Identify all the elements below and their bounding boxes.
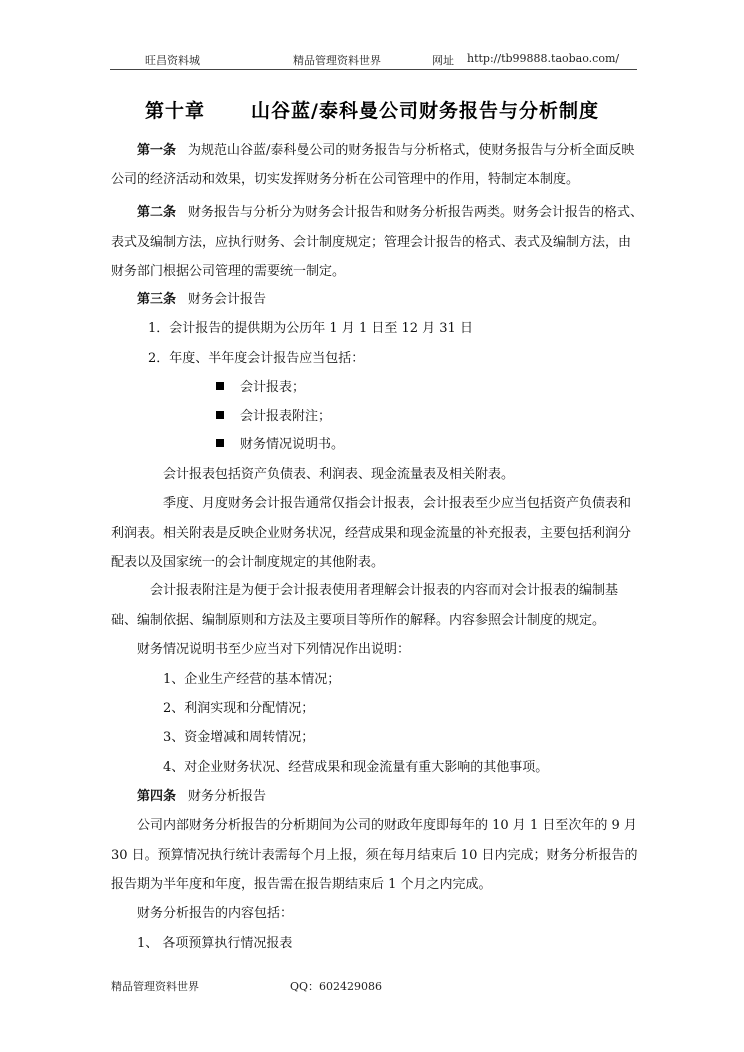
article-2-line-3: 财务部门根据公司管理的需要统一制定。 [111,264,346,279]
paragraph-analysis-line-3: 报告期为半年度和年度，报告需在报告期结束后 1 个月之内完成。 [111,877,492,892]
article-4-label: 第四条 [137,789,177,804]
paragraph-contents-item-1: 1、 各项预算执行情况报表 [137,936,293,951]
article-1-label: 第一条 [137,143,177,158]
square-bullet-icon [216,382,224,390]
paragraph-quarterly-line-3: 配表以及国家统一的会计制度规定的其他附表。 [111,555,385,570]
header-url-link[interactable]: http://tb99888.taobao.com/ [467,52,620,65]
header-middle-text: 精品管理资料世界 [293,54,381,67]
header-divider [110,69,637,70]
sub-item-4: 4、对企业财务状况、经营成果和现金流量有重大影响的其他事项。 [163,760,549,775]
article-1-text: 为规范山谷蓝/泰科曼公司的财务报告与分析格式，使财务报告与分析全面反映 [188,143,635,158]
article-3-heading [137,292,266,308]
article-2-line-1 [137,205,643,221]
bullet-text-3: 财务情况说明书。 [240,437,345,452]
list-item-1: 1．会计报告的提供期为公历年 1 月 1 日至 12 月 31 日 [148,321,473,336]
article-1-line-2: 公司的经济活动和效果，切实发挥财务分析在公司管理中的作用，特制定本制度。 [111,172,580,187]
bullet-item-2 [216,409,331,425]
header-url-label: 网址 [432,54,454,67]
bullet-text-1: 会计报表； [240,380,306,395]
article-3-label: 第三条 [137,292,177,307]
paragraph-analysis-line-2: 30 日。预算情况执行统计表需每个月上报，须在每月结束后 10 日内完成；财务分析报告的 [111,848,638,863]
article-4-heading [137,789,266,805]
footer-left-text: 精品管理资料世界 [111,980,199,993]
chapter-heading: 山谷蓝/泰科曼公司财务报告与分析制度 [251,100,599,122]
article-2-text: 财务报告与分析分为财务会计报告和财务分析报告两类。财务会计报告的格式、 [188,205,644,220]
header-left-text: 旺昌资料城 [145,54,200,67]
bullet-item-1 [216,380,305,396]
footer-qq-text: QQ：602429086 [290,980,383,993]
bullet-text-2: 会计报表附注； [240,409,332,424]
article-3-title: 财务会计报告 [188,292,267,307]
paragraph-notes-line-1: 会计报表附注是为便于会计报表使用者理解会计报表的内容而对会计报表的编制基 [150,583,619,598]
paragraph-explanation-intro: 财务情况说明书至少应当对下列情况作出说明： [137,642,411,657]
article-2-label: 第二条 [137,205,177,220]
paragraph-contents-intro: 财务分析报告的内容包括： [137,906,294,921]
chapter-number: 第十章 [145,100,206,122]
sub-item-3: 3、资金增减和周转情况； [163,730,315,745]
paragraph-statements: 会计报表包括资产负债表、利润表、现金流量表及相关附表。 [163,467,515,482]
paragraph-quarterly-line-1: 季度、月度财务会计报告通常仅指会计报表，会计报表至少应当包括资产负债表和 [163,496,632,511]
paragraph-quarterly-line-2: 利润表。相关附表是反映企业财务状况，经营成果和现金流量的补充报表，主要包括利润分 [111,526,632,541]
list-item-2: 2．年度、半年度会计报告应当包括： [148,351,365,366]
paragraph-analysis-line-1: 公司内部财务分析报告的分析期间为公司的财政年度即每年的 10 月 1 日至次年的 9 月 [137,818,637,833]
sub-item-1: 1、企业生产经营的基本情况； [163,672,341,687]
square-bullet-icon [216,439,224,447]
article-4-title: 财务分析报告 [188,789,267,804]
paragraph-notes-line-2: 础、编制依据、编制原则和方法及主要项目等所作的解释。内容参照会计制度的规定。 [111,613,606,628]
square-bullet-icon [216,411,224,419]
chapter-title [0,96,744,123]
sub-item-2: 2、利润实现和分配情况； [163,701,315,716]
article-2-line-2: 表式及编制方法，应执行财务、会计制度规定；管理会计报告的格式、表式及编制方法，由 [111,235,632,250]
bullet-item-3 [216,437,344,453]
article-1-line-1 [137,143,634,159]
